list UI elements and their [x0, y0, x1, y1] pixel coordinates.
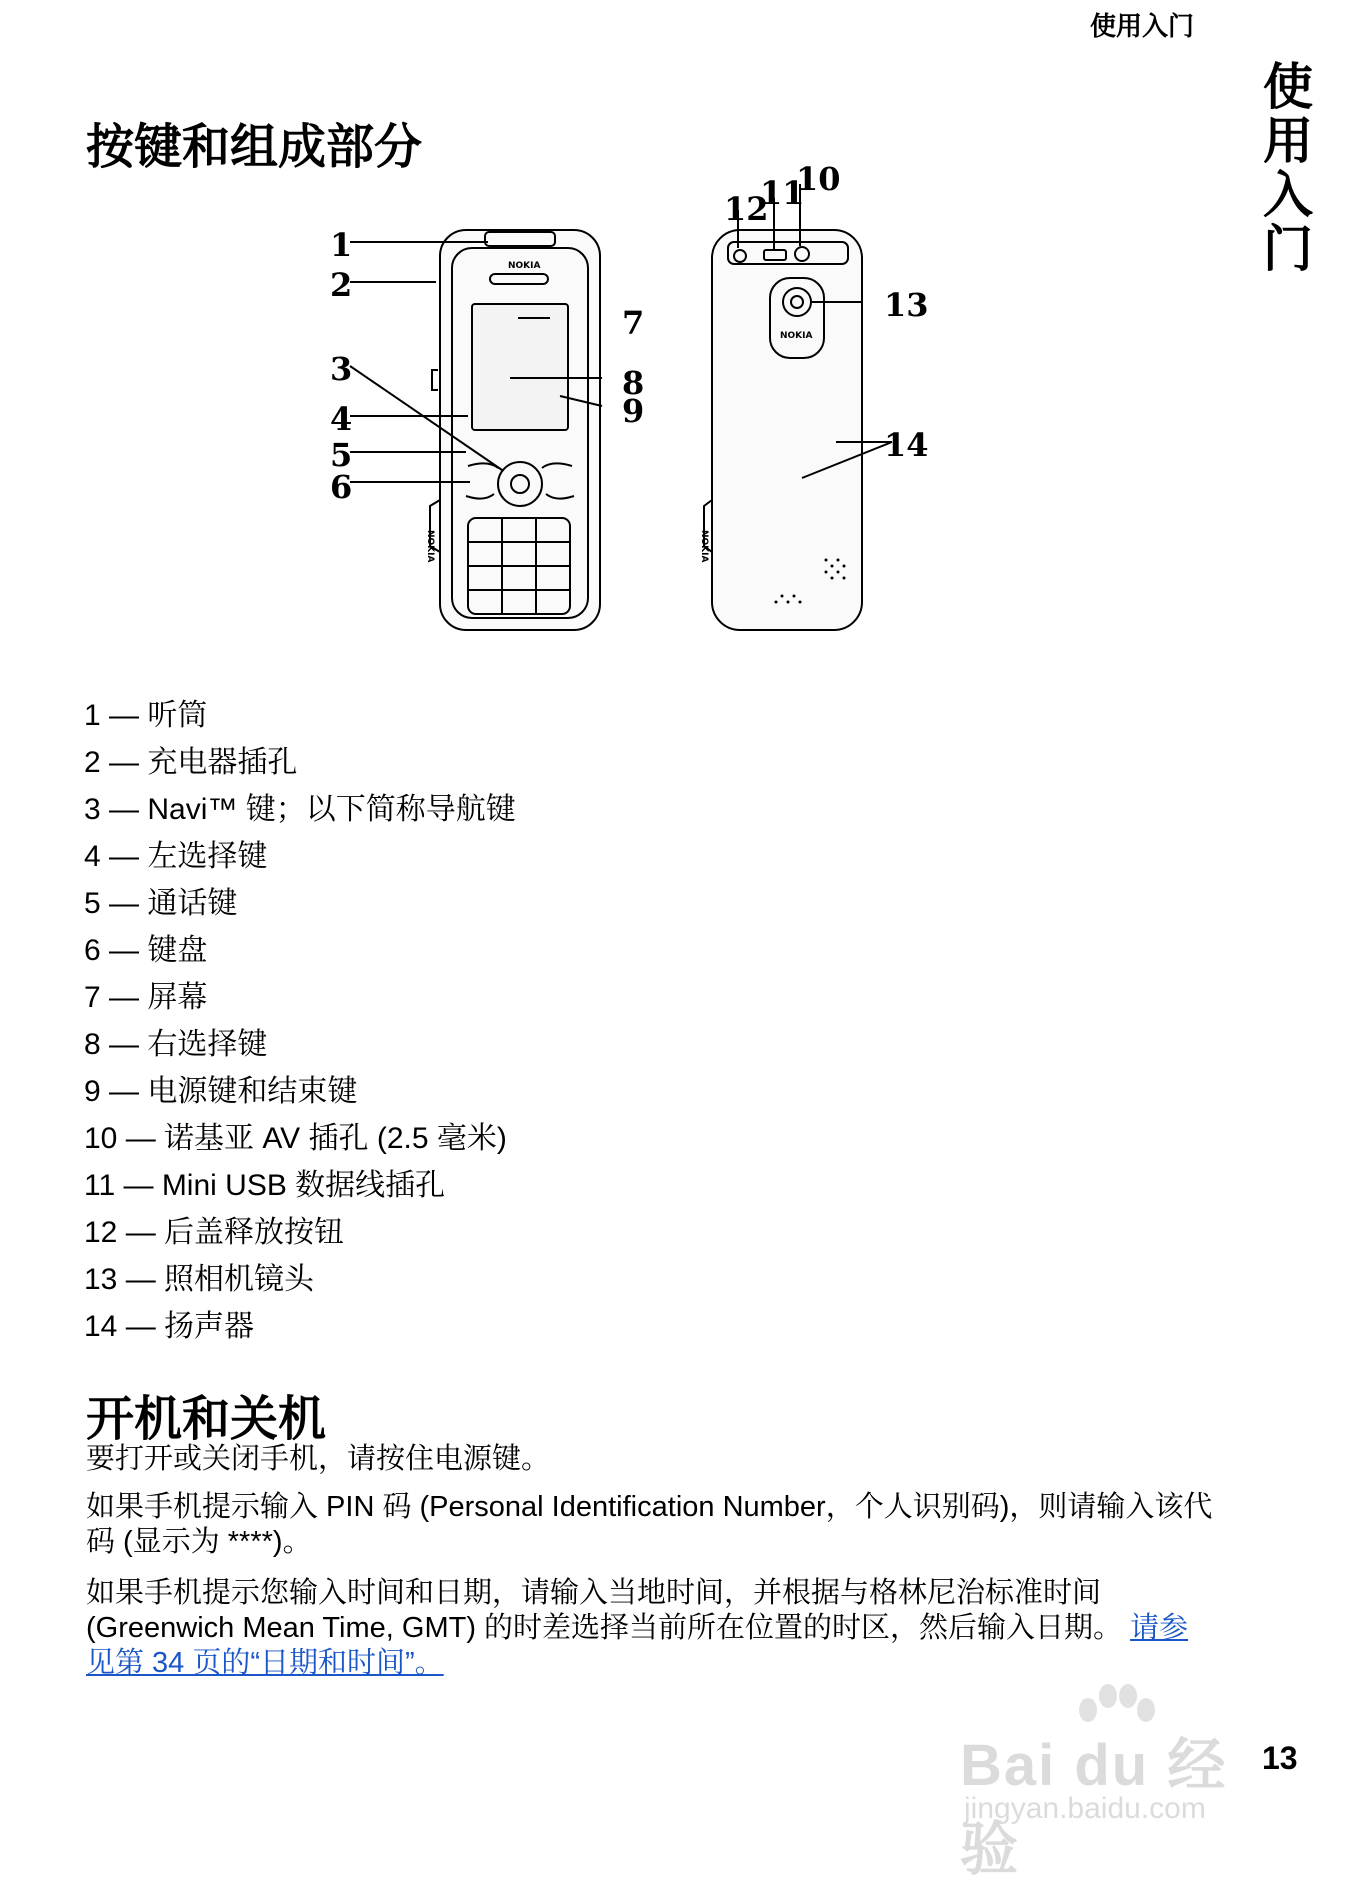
callout-10: 10: [796, 160, 841, 198]
parts-list: [84, 692, 516, 1350]
callout-14: 14: [884, 426, 929, 464]
list-item: 6 — 键盘: [84, 934, 208, 967]
list-item: 14 — 扬声器: [84, 1310, 255, 1343]
watermark-url: jingyan.baidu.com: [964, 1792, 1206, 1825]
callout-4: 4: [330, 400, 353, 438]
list-item: 12 — 后盖释放按钮: [84, 1216, 345, 1249]
brand-mark: NOKIA: [425, 530, 435, 563]
paragraph-power: 要打开或关闭手机，请按住电源键。: [86, 1443, 551, 1475]
page-number: 13: [1262, 1740, 1298, 1776]
callout-3: 3: [330, 350, 353, 388]
callout-13: 13: [884, 286, 929, 324]
list-item: 7 — 屏幕: [84, 981, 208, 1014]
callout-5: 5: [330, 436, 353, 474]
list-item: 1 — 听筒: [84, 699, 208, 732]
brand-mark: NOKIA: [699, 530, 709, 563]
callout-12: 12: [724, 190, 769, 228]
list-item: 4 — 左选择键: [84, 840, 268, 873]
callout-1: 1: [330, 226, 353, 264]
section-title-power: 开机和关机: [86, 1391, 327, 1447]
callout-11: 11: [760, 174, 805, 212]
callout-2: 2: [330, 266, 353, 304]
list-item: 5 — 通话键: [84, 887, 238, 920]
list-item: 8 — 右选择键: [84, 1028, 268, 1061]
running-header: 使用入门: [1090, 11, 1195, 41]
paragraph-time-text: 如果手机提示您输入时间和日期，请输入当地时间，并根据与格林尼治标准时间 (Greenwich Mean Time, GMT) 的时差选择当前所在位置的时区，然后输入日期。: [86, 1577, 1123, 1644]
date-time-link[interactable]: 请参见第 34 页的“日期和时间”。: [86, 1612, 1189, 1679]
list-item: 13 — 照相机镜头: [84, 1263, 315, 1296]
list-item: 2 — 充电器插孔: [84, 746, 298, 779]
phone-illustration: [340, 170, 960, 640]
callout-8: 8: [622, 364, 645, 402]
watermark-brand: Bai du 经验: [960, 1733, 1228, 1882]
watermark: [960, 1680, 1260, 1882]
callout-6: 6: [330, 468, 353, 506]
paragraph-time: [86, 1576, 1216, 1681]
list-item: 9 — 电源键和结束键: [84, 1075, 358, 1108]
list-item: 11 — Mini USB 数据线插孔: [84, 1169, 446, 1202]
paragraph-pin: 如果手机提示输入 PIN 码 (Personal Identification Number，个人识别码)，则请输入该代码 (显示为 ****)。: [86, 1491, 1213, 1558]
callout-7: 7: [622, 304, 645, 342]
screen: [472, 304, 568, 430]
brand-mark: NOKIA: [508, 261, 541, 271]
phone-diagram: [330, 160, 960, 640]
callout-9: 9: [622, 392, 645, 430]
charger-port: [432, 370, 438, 390]
list-item: 3 — Navi™ 键；以下简称导航键: [84, 793, 516, 826]
phone-back-body: [712, 230, 862, 630]
list-item: 10 — 诺基亚 AV 插孔 (2.5 毫米): [84, 1122, 507, 1155]
brand-mark: NOKIA: [780, 331, 813, 341]
section-title-keys: 按键和组成部分: [86, 119, 423, 175]
chapter-side-tab: 使用入门: [1256, 60, 1312, 276]
